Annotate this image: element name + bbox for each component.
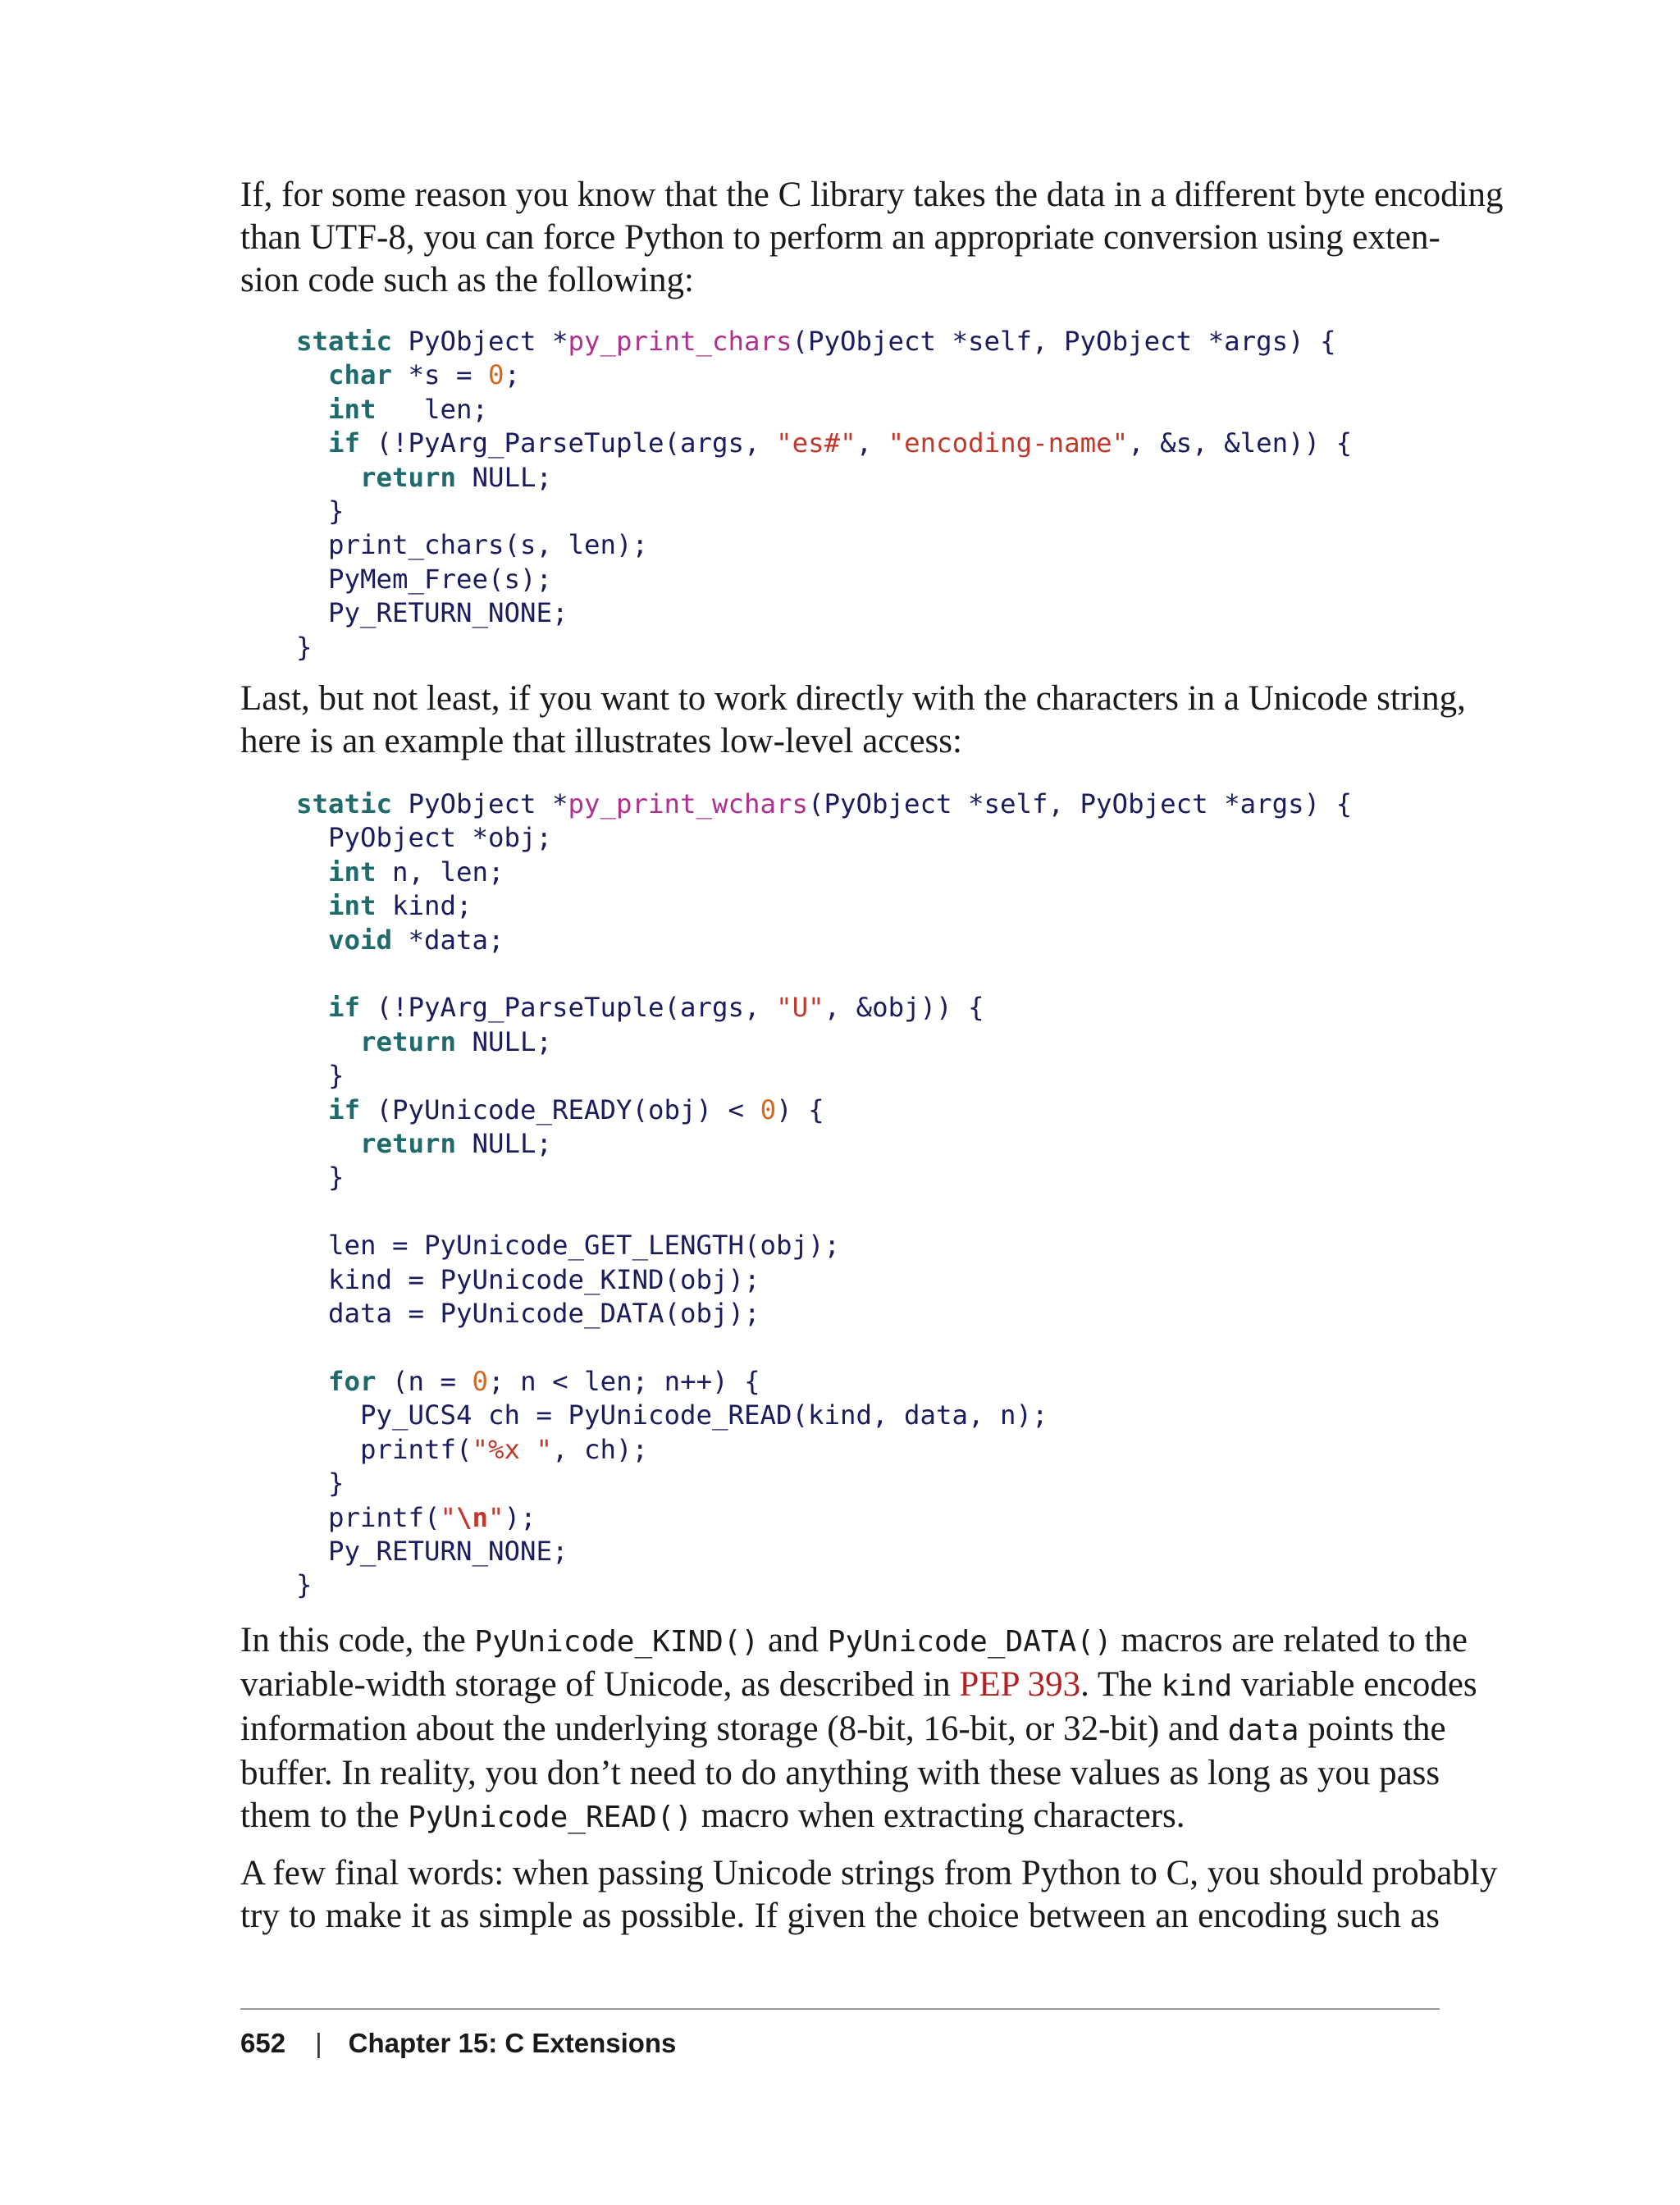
inline-code: kind — [1161, 1669, 1233, 1703]
inline-code: data — [1227, 1714, 1299, 1747]
paragraph-line: In this code, the PyUnicode_KIND() and PyUnicode_DATA() macros are related to the — [240, 1621, 1468, 1659]
paragraph-2 — [240, 678, 1466, 763]
paragraph-line: variable-width storage of Unicode, as described in PEP 393. The kind variable encodes — [240, 1665, 1477, 1704]
code-block-2: static PyObject *py_print_wchars(PyObject *self, PyObject *args) { PyObject *obj; int n, len; int kind; void *data; if (!PyArg_ParseTuple(args, "U", &obj)) { return NULL; } if (PyUnicode_READY(obj) < 0) { return NULL; } len = PyUnicode_GET_LENGTH(obj); kind = PyUnicode_KIND(obj); data = PyUnicode_DATA(obj); for (n = 0; n < len; n++) { Py_UCS4 ch = PyUnicode_READ(kind, data, n); printf("%x ", ch); } printf("\n"); Py_RETURN_NONE; } — [296, 788, 1353, 1601]
paragraph-line: buffer. In reality, you don’t need to do anything with these values as long as you pass — [240, 1754, 1440, 1792]
paragraph-1 — [240, 174, 1504, 302]
paragraph-line: than UTF-8, you can force Python to perform an appropriate conversion using exten- — [240, 218, 1440, 257]
footer-separator: | — [315, 2028, 322, 2058]
paragraph-line: try to make it as simple as possible. If given the choice between an encoding such as — [240, 1897, 1440, 1935]
footer-divider — [240, 2008, 1440, 2010]
paragraph-4 — [240, 1852, 1498, 1938]
paragraph-line: A few final words: when passing Unicode strings from Python to C, you should probably — [240, 1854, 1498, 1892]
inline-code: PyUnicode_KIND() — [474, 1625, 760, 1659]
pep-link[interactable]: PEP 393 — [959, 1665, 1081, 1704]
code-block-1: static PyObject *py_print_chars(PyObject *self, PyObject *args) { char *s = 0; int len; if (!PyArg_ParseTuple(args, "es#", "encoding-name", &s, &len)) { return NULL; } print_chars(s, len); PyMem_Free(s); Py_RETURN_NONE; } — [296, 326, 1353, 663]
chapter-title: Chapter 15: C Extensions — [348, 2028, 677, 2058]
paragraph-line: If, for some reason you know that the C library takes the data in a different byte encoding — [240, 176, 1504, 214]
inline-code: PyUnicode_DATA() — [827, 1625, 1112, 1659]
page-number: 652 — [240, 2028, 286, 2058]
paragraph-line: information about the underlying storage (8-bit, 16-bit, or 32-bit) and data points the — [240, 1710, 1446, 1748]
paragraph-line: here is an example that illustrates low-level access: — [240, 722, 962, 760]
paragraph-line: sion code such as the following: — [240, 261, 694, 299]
paragraph-line: Last, but not least, if you want to work directly with the characters in a Unicode string, — [240, 679, 1466, 718]
inline-code: PyUnicode_READ() — [408, 1801, 692, 1834]
paragraph-line: them to the PyUnicode_READ() macro when extracting characters. — [240, 1796, 1185, 1835]
page-footer — [240, 2023, 676, 2064]
paragraph-3 — [240, 1619, 1477, 1839]
